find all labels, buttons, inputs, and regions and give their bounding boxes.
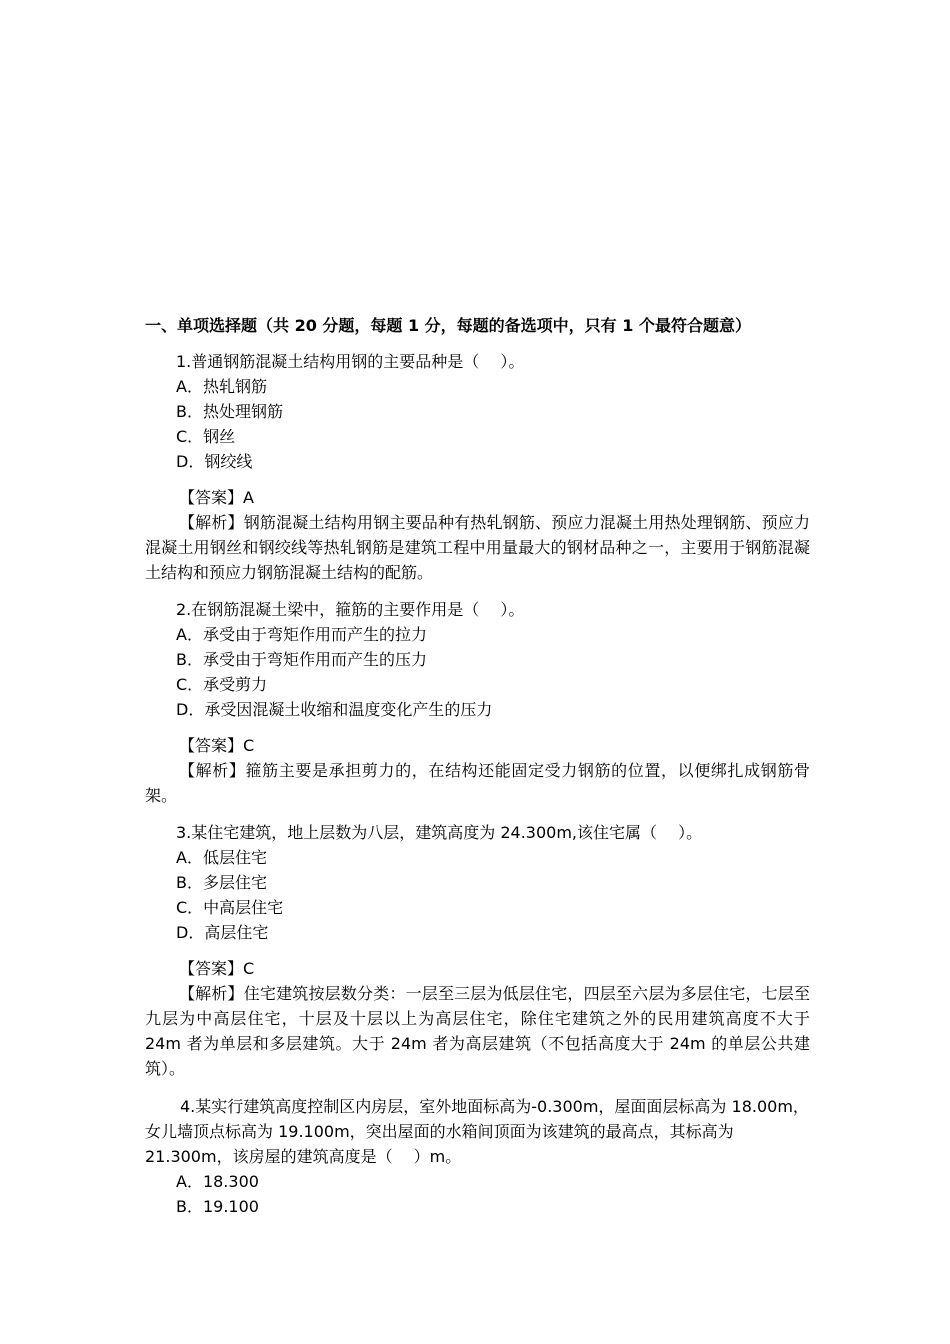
question-stem: 2.在钢筋混凝土梁中，箍筋的主要作用是（ ）。	[176, 600, 525, 619]
option-b: B．多层住宅	[176, 873, 267, 892]
option-c: C．钢丝	[176, 427, 236, 446]
option-b: B．热处理钢筋	[176, 402, 283, 421]
analysis: 【解析】住宅建筑按层数分类：一层至三层为低层住宅，四层至六层为多层住宅，七层至九层为中高层住宅，十层及十层以上为高层住宅，除住宅建筑之外的民用建筑高度不大于 24m 者为单层和多层建筑。大于 24m 者为高层建筑（不包括高度大于 24m 的单层公共建筑）。	[145, 984, 810, 1078]
option-c: C．承受剪力	[176, 675, 268, 694]
question-3	[145, 820, 810, 1081]
question-4	[145, 1094, 810, 1219]
question-stem: 4.某实行建筑高度控制区内房层，室外地面标高为-0.300m，屋面面层标高为 18.00m，女儿墙顶点标高为 19.100m，突出屋面的水箱间顶面为该建筑的最高点，其标高为 21.300m，该房屋的建筑高度是（ ）m。	[145, 1097, 809, 1166]
analysis: 【解析】箍筋主要是承担剪力的，在结构还能固定受力钢筋的位置，以便绑扎成钢筋骨架。	[145, 761, 810, 805]
answer: 【答案】C	[179, 959, 255, 978]
option-a: A．承受由于弯矩作用而产生的拉力	[176, 625, 427, 644]
analysis: 【解析】钢筋混凝土结构用钢主要品种有热轧钢筋、预应力混凝土用热处理钢筋、预应力混凝土用钢丝和钢绞线等热轧钢筋是建筑工程中用量最大的钢材品种之一，主要用于钢筋混凝土结构和预应力钢筋混凝土结构的配筋。	[145, 513, 810, 582]
option-d: D．高层住宅	[176, 923, 269, 942]
question-1	[145, 349, 810, 585]
option-b: B．19.100	[176, 1197, 259, 1216]
section-title: 一、单项选择题（共 20 分题，每题 1 分，每题的备选项中，只有 1 个最符合题意）	[145, 316, 751, 335]
answer: 【答案】C	[179, 736, 255, 755]
question-stem: 3.某住宅建筑，地上层数为八层，建筑高度为 24.300m,该住宅属（ ）。	[176, 823, 703, 842]
option-d: D．钢绞线	[176, 452, 253, 471]
answer: 【答案】A	[179, 488, 254, 507]
option-d: D．承受因混凝土收缩和温度变化产生的压力	[176, 700, 493, 719]
option-c: C．中高层住宅	[176, 898, 284, 917]
question-2	[145, 597, 810, 808]
question-stem: 1.普通钢筋混凝土结构用钢的主要品种是（ ）。	[176, 352, 525, 371]
option-a: A．18.300	[176, 1172, 259, 1191]
option-b: B．承受由于弯矩作用而产生的压力	[176, 650, 427, 669]
option-a: A．低层住宅	[176, 848, 267, 867]
option-a: A．热轧钢筋	[176, 377, 267, 396]
